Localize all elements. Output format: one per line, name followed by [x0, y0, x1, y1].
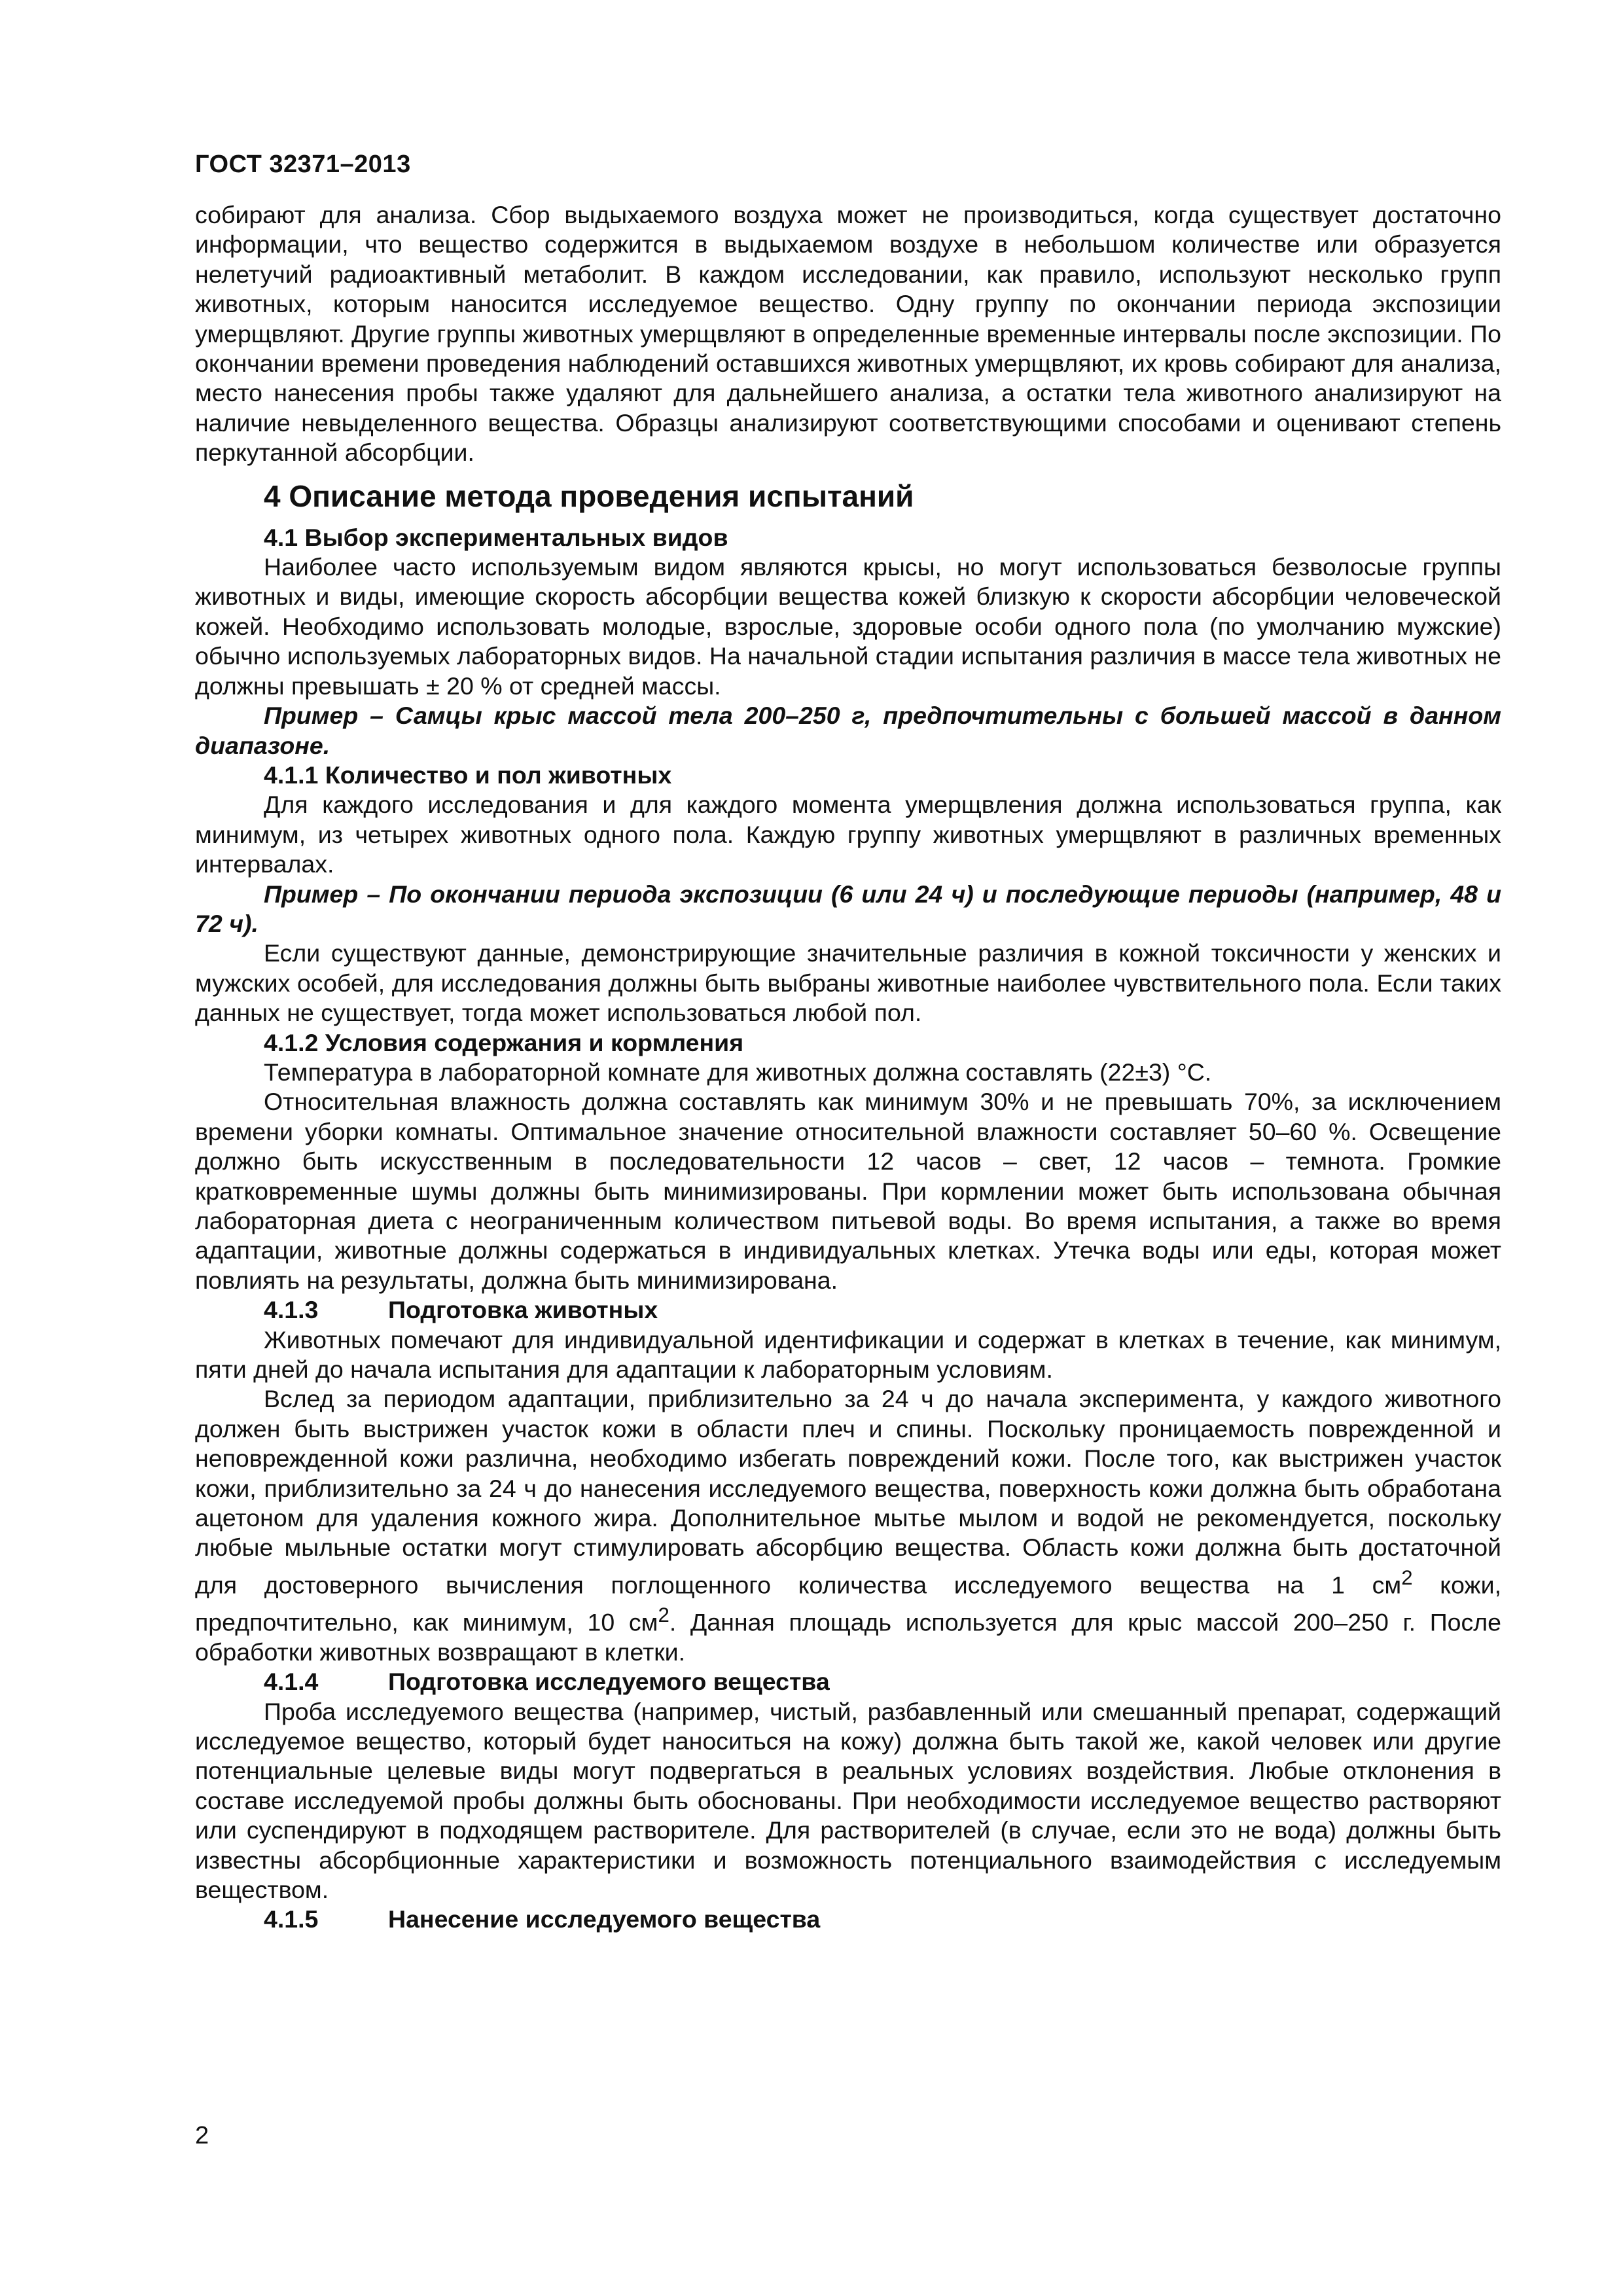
page-body — [195, 200, 1501, 1935]
section-4-1-3-number: 4.1.3 — [264, 1296, 319, 1324]
intro-paragraph: собирают для анализа. Сбор выдыхаемого воздуха может не производиться, когда существует достаточно информации, что вещество содержится в выдыхаемом воздухе в небольшом количестве или образуется нелетучий радиоактивный метаболит. В каждом исследовании, как правило, используют несколько групп животных, которым наносится исследуемое вещество. Одну группу по окончании периода экспозиции умерщвляют. Другие группы животных умерщвляют в определенные временные интервалы после экспозиции. По окончании времени проведения наблюдений оставшихся животных умерщвляют, их кровь собирают для анализа, место нанесения пробы также удаляют для дальнейшего анализа, а остатки тела животного анализируют на наличие невыделенного вещества. Образцы анализируют соответствующими способами и оценивают степень перкутанной абсорбции. — [195, 201, 1501, 467]
page-number: 2 — [195, 2122, 209, 2149]
section-4-1-5-title: Нанесение исследуемого вещества — [388, 1905, 821, 1933]
paragraph-text-part-c: . Данная площадь используется для крыс массой 200–250 г. После обработки животных возвращают в клетки. — [195, 1608, 1501, 1666]
section-4-1-1-paragraph-1: Для каждого исследования и для каждого момента умерщвления должна использоваться группа, как минимум, из четырех животных одного пола. Каждую группу животных умерщвляют в различных временных интервалах. — [195, 791, 1501, 878]
section-4-1-3-heading — [264, 1295, 1501, 1325]
document-header: ГОСТ 32371–2013 — [195, 151, 411, 178]
section-4-1-2-title: 4.1.2 Условия содержания и кормления — [264, 1028, 744, 1056]
section-4-1-3-title: Подготовка животных — [388, 1296, 658, 1324]
section-4-1-4-paragraph: Проба исследуемого вещества (например, чистый, разбавленный или смешанный препарат, содержащий исследуемое вещество, который будет наноситься на кожу) должна быть такой же, какой человек или другие потенциальные целевые виды могут подвергаться в реальных условиях воздействия. Любые отклонения в составе исследуемой пробы должны быть обоснованы. При необходимости исследуемое вещество растворяют или суспендируют в подходящем растворителе. Для растворителей (в случае, если это не вода) должны быть известны абсорбционные характеристики и возможность потенциального взаимодействия с исследуемым веществом. — [195, 1697, 1501, 1903]
paragraph-text-part-a: Вслед за периодом адаптации, приблизительно за 24 ч до начала эксперимента, у каждого животного должен быть выстрижен участок кожи в области плеч и спины. Поскольку проницаемость поврежденной и неповрежденной кожи различна, необходимо избегать повреждений кожи. После того, как выстрижен участок кожи, приблизительно за 24 ч до нанесения исследуемого вещества, поверхность кожи должна быть обработана ацетоном для удаления кожного жира. Дополнительное мытье мылом и водой не рекомендуется, поскольку любые мыльные остатки могут стимулировать абсорбцию вещества. Область кожи должна быть достаточной для достоверного вычисления поглощенного количества исследуемого вещества на 1 см — [195, 1385, 1501, 1599]
section-4-title: 4 Описание метода проведения испытаний — [264, 478, 914, 513]
section-4-1-title: 4.1 Выбор экспериментальных видов — [264, 523, 728, 551]
superscript-2: 2 — [658, 1603, 669, 1626]
section-4-1-4-heading — [264, 1667, 1501, 1696]
section-4-1-4-number: 4.1.4 — [264, 1668, 319, 1696]
section-4-1-1-example: Пример – По окончании периода экспозиции (6 или 24 ч) и последующие периоды (например, 48 и 72 ч). — [195, 880, 1501, 937]
section-4-1-example: Пример – Самцы крыс массой тела 200–250 г, предпочтительны с большей массой в данном диапазоне. — [195, 702, 1501, 759]
section-4-1-1-title: 4.1.1 Количество и пол животных — [264, 761, 672, 789]
section-4-1-2-paragraph-1: Температура в лабораторной комнате для животных должна составлять (22±3) °С. — [264, 1058, 1212, 1086]
section-4-1-3-paragraph-1: Животных помечают для индивидуальной идентификации и содержат в клетках в течение, как минимум, пяти дней до начала испытания для адаптации к лабораторным условиям. — [195, 1325, 1501, 1384]
paragraph-text-part-b: кожи, предпочтительно, как минимум, 10 см — [195, 1571, 1501, 1636]
section-4-1-5-heading — [264, 1905, 1501, 1934]
section-4-1-paragraph: Наиболее часто используемым видом являются крысы, но могут использоваться безволосые группы животных и виды, имеющие скорость абсорбции вещества кожей близкую к скорости абсорбции человеческой кожей. Необходимо использовать молодые, взрослые, здоровые особи одного пола (по умолчанию мужские) обычно используемых лабораторных видов. На начальной стадии испытания различия в массе тела животных не должны превышать ± 20 % от средней массы. — [195, 553, 1501, 700]
section-4-1-4-title: Подготовка исследуемого вещества — [388, 1668, 830, 1696]
section-4-1-5-number: 4.1.5 — [264, 1905, 319, 1933]
superscript-2: 2 — [1401, 1566, 1413, 1589]
section-4-1-1-paragraph-2: Если существуют данные, демонстрирующие значительные различия в кожной токсичности у женских и мужских особей, для исследования должны быть выбраны животные наиболее чувствительного пола. Если таких данных не существует, тогда может использоваться любой пол. — [195, 939, 1501, 1027]
section-4-1-3-paragraph-2 — [195, 1384, 1501, 1667]
section-4-1-2-paragraph-2: Относительная влажность должна составлять как минимум 30% и не превышать 70%, за исключением времени уборки комнаты. Оптимальное значение относительной влажности составляет 50–60 %. Освещение должно быть искусственным в последовательности 12 часов – свет, 12 часов – темнота. Громкие кратковременные шумы должны быть минимизированы. При кормлении может быть использована обычная лабораторная диета с неограниченным количеством питьевой воды. Во время испытания, а также во время адаптации, животные должны содержаться в индивидуальных клетках. Утечка воды или еды, которая может повлиять на результаты, должна быть минимизирована. — [195, 1088, 1501, 1294]
